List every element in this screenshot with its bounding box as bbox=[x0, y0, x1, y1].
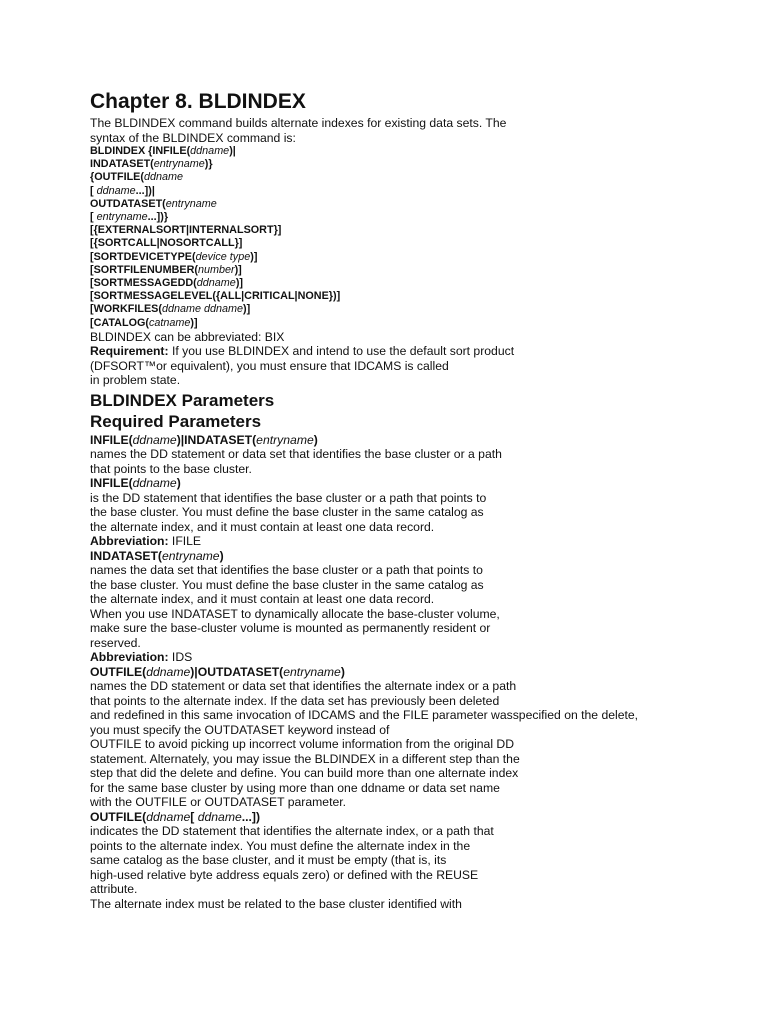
syntax-variable: ddname bbox=[96, 184, 136, 197]
syntax-line bbox=[90, 145, 760, 158]
syntax-keyword: [WORKFILES( bbox=[90, 303, 162, 316]
syntax-keyword: [ bbox=[90, 211, 97, 224]
syntax-line bbox=[90, 277, 760, 290]
syntax-keyword: )] bbox=[190, 316, 198, 329]
syntax-block bbox=[90, 145, 760, 330]
syntax-variable: ddname ddname bbox=[161, 303, 244, 316]
syntax-keyword: )|OUTDATASET( bbox=[190, 664, 284, 679]
parameter-text: make sure the base-cluster volume is mounted as permanently resident or bbox=[90, 621, 491, 636]
syntax-line bbox=[90, 211, 760, 224]
parameter-text: for the same base cluster by using more than one ddname or data set name bbox=[90, 780, 500, 795]
syntax-keyword: [SORTMESSAGELEVEL({ALL|CRITICAL|NONE})] bbox=[90, 290, 341, 303]
abbreviation-label: Abbreviation: bbox=[90, 534, 169, 549]
requirement-line: (DFSORT™or equivalent), you must ensure that IDCAMS is called bbox=[90, 358, 449, 373]
syntax-keyword: ...])} bbox=[147, 211, 169, 224]
parameter-text: that points to the alternate index. If the data set has previously been deleted bbox=[90, 693, 500, 708]
syntax-variable: entryname bbox=[256, 432, 314, 447]
syntax-variable: entryname bbox=[165, 197, 217, 210]
section-heading-required: Required Parameters bbox=[90, 411, 262, 431]
syntax-keyword: INFILE( bbox=[90, 476, 133, 491]
syntax-variable: entryname bbox=[153, 158, 205, 171]
syntax-keyword: ) bbox=[340, 664, 345, 679]
syntax-keyword: ) bbox=[219, 548, 224, 563]
syntax-keyword: OUTFILE( bbox=[90, 809, 147, 824]
syntax-keyword: INDATASET( bbox=[90, 548, 162, 563]
syntax-keyword: [SORTDEVICETYPE( bbox=[90, 250, 196, 263]
intro-line: syntax of the BLDINDEX command is: bbox=[90, 130, 296, 145]
parameter-text: the alternate index, and it must contain at least one data record. bbox=[90, 592, 435, 607]
parameter-heading bbox=[90, 549, 760, 564]
syntax-keyword: ...]) bbox=[241, 809, 261, 824]
abbreviation-line: BLDINDEX can be abbreviated: BIX bbox=[90, 329, 285, 344]
parameter-text: names the DD statement or data set that identifies the alternate index or a path bbox=[90, 679, 517, 694]
syntax-line bbox=[90, 317, 760, 330]
chapter-title: Chapter 8. BLDINDEX bbox=[90, 90, 306, 113]
syntax-line bbox=[90, 264, 760, 277]
abbreviation-value: IDS bbox=[168, 650, 193, 665]
syntax-line bbox=[90, 198, 760, 211]
syntax-keyword: )] bbox=[234, 263, 242, 276]
parameter-text: that points to the base cluster. bbox=[90, 461, 252, 476]
syntax-line bbox=[90, 171, 760, 184]
syntax-keyword: INDATASET( bbox=[90, 158, 154, 171]
syntax-variable: number bbox=[197, 263, 235, 276]
abbreviation-label: Abbreviation: bbox=[90, 650, 169, 665]
parameter-blocks bbox=[90, 433, 760, 912]
parameter-text: you must specify the OUTDATASET keyword instead of bbox=[90, 722, 390, 737]
parameter-text: and redefined in this same invocation of IDCAMS and the FILE parameter wasspecified on the delete, bbox=[90, 708, 639, 723]
syntax-keyword: )|INDATASET( bbox=[176, 432, 257, 447]
syntax-variable: ddname bbox=[132, 432, 177, 447]
syntax-variable: ddname bbox=[146, 664, 191, 679]
syntax-variable: entryname bbox=[162, 548, 220, 563]
syntax-keyword: [SORTMESSAGEDD( bbox=[90, 277, 197, 290]
section-heading-parameters: BLDINDEX Parameters bbox=[90, 390, 275, 410]
syntax-keyword: ...])| bbox=[135, 184, 155, 197]
syntax-keyword: OUTDATASET( bbox=[90, 197, 166, 210]
syntax-keyword: {OUTFILE( bbox=[90, 171, 144, 184]
parameter-text: indicates the DD statement that identifies the alternate index, or a path that bbox=[90, 824, 494, 839]
syntax-variable: ddname bbox=[197, 809, 242, 824]
syntax-keyword: ) bbox=[313, 432, 318, 447]
abbreviation-line bbox=[90, 534, 760, 549]
syntax-line bbox=[90, 185, 760, 198]
parameter-text: high-used relative byte address equals zero) or defined with the REUSE bbox=[90, 867, 479, 882]
parameter-text: with the OUTFILE or OUTDATASET parameter. bbox=[90, 795, 347, 810]
syntax-variable: ddname bbox=[132, 476, 177, 491]
syntax-line bbox=[90, 303, 760, 316]
syntax-line bbox=[90, 224, 760, 237]
parameter-text: points to the alternate index. You must define the alternate index in the bbox=[90, 838, 471, 853]
syntax-variable: entryname bbox=[283, 664, 341, 679]
syntax-keyword: [ bbox=[90, 184, 97, 197]
syntax-line bbox=[90, 290, 760, 303]
syntax-keyword: [CATALOG( bbox=[90, 316, 149, 329]
syntax-keyword: [SORTFILENUMBER( bbox=[90, 263, 198, 276]
parameter-text: the alternate index, and it must contain at least one data record. bbox=[90, 519, 435, 534]
syntax-keyword: )} bbox=[204, 158, 213, 171]
parameter-heading bbox=[90, 810, 760, 825]
syntax-line bbox=[90, 251, 760, 264]
syntax-keyword: BLDINDEX {INFILE( bbox=[90, 145, 191, 157]
parameter-text: OUTFILE to avoid picking up incorrect volume information from the original DD bbox=[90, 737, 515, 752]
parameter-heading bbox=[90, 433, 760, 448]
requirement-line: in problem state. bbox=[90, 373, 181, 388]
syntax-variable: ddname bbox=[196, 277, 236, 290]
syntax-variable: ddname bbox=[143, 171, 184, 184]
syntax-keyword: )] bbox=[243, 303, 251, 316]
syntax-variable: ddname bbox=[190, 145, 230, 157]
parameter-heading bbox=[90, 665, 760, 680]
abbreviation-line bbox=[90, 650, 760, 665]
parameter-text: The alternate index must be related to the base cluster identified with bbox=[90, 896, 462, 911]
parameter-text: names the DD statement or data set that identifies the base cluster or a path bbox=[90, 447, 502, 462]
syntax-variable: ddname bbox=[146, 809, 191, 824]
requirement-text: If you use BLDINDEX and intend to use the default sort product bbox=[168, 344, 515, 359]
syntax-variable: device type bbox=[195, 250, 251, 263]
syntax-keyword: )| bbox=[229, 145, 236, 157]
syntax-variable: entryname bbox=[96, 211, 148, 224]
requirement-line bbox=[90, 344, 760, 359]
document-body bbox=[90, 90, 760, 911]
parameter-text: attribute. bbox=[90, 882, 138, 897]
parameter-text: When you use INDATASET to dynamically allocate the base-cluster volume, bbox=[90, 606, 500, 621]
syntax-keyword: [{SORTCALL|NOSORTCALL}] bbox=[90, 237, 243, 250]
syntax-keyword: OUTFILE( bbox=[90, 664, 147, 679]
parameter-text: the base cluster. You must define the base cluster in the same catalog as bbox=[90, 505, 484, 520]
parameter-heading bbox=[90, 476, 760, 491]
parameter-text: same catalog as the base cluster, and it must be empty (that is, its bbox=[90, 853, 447, 868]
parameter-text: names the data set that identifies the base cluster or a path that points to bbox=[90, 563, 483, 578]
parameter-text: is the DD statement that identifies the base cluster or a path that points to bbox=[90, 490, 487, 505]
syntax-keyword: [{EXTERNALSORT|INTERNALSORT}] bbox=[90, 224, 282, 237]
parameter-text: the base cluster. You must define the base cluster in the same catalog as bbox=[90, 577, 484, 592]
abbreviation-value: IFILE bbox=[168, 534, 202, 549]
syntax-keyword: INFILE( bbox=[90, 432, 133, 447]
syntax-keyword: )] bbox=[235, 277, 244, 290]
syntax-keyword: )] bbox=[250, 250, 258, 263]
syntax-line bbox=[90, 158, 760, 171]
syntax-keyword: ) bbox=[176, 476, 181, 491]
parameter-text: statement. Alternately, you may issue the BLDINDEX in a different step than the bbox=[90, 751, 520, 766]
intro-line: The BLDINDEX command builds alternate indexes for existing data sets. The bbox=[90, 116, 507, 130]
parameter-text: step that did the delete and define. You can build more than one alternate index bbox=[90, 766, 519, 781]
syntax-variable: catname bbox=[148, 316, 191, 329]
syntax-keyword: [ bbox=[190, 809, 198, 824]
requirement-label: Requirement: bbox=[90, 344, 169, 359]
syntax-line bbox=[90, 237, 760, 250]
parameter-text: reserved. bbox=[90, 635, 141, 650]
